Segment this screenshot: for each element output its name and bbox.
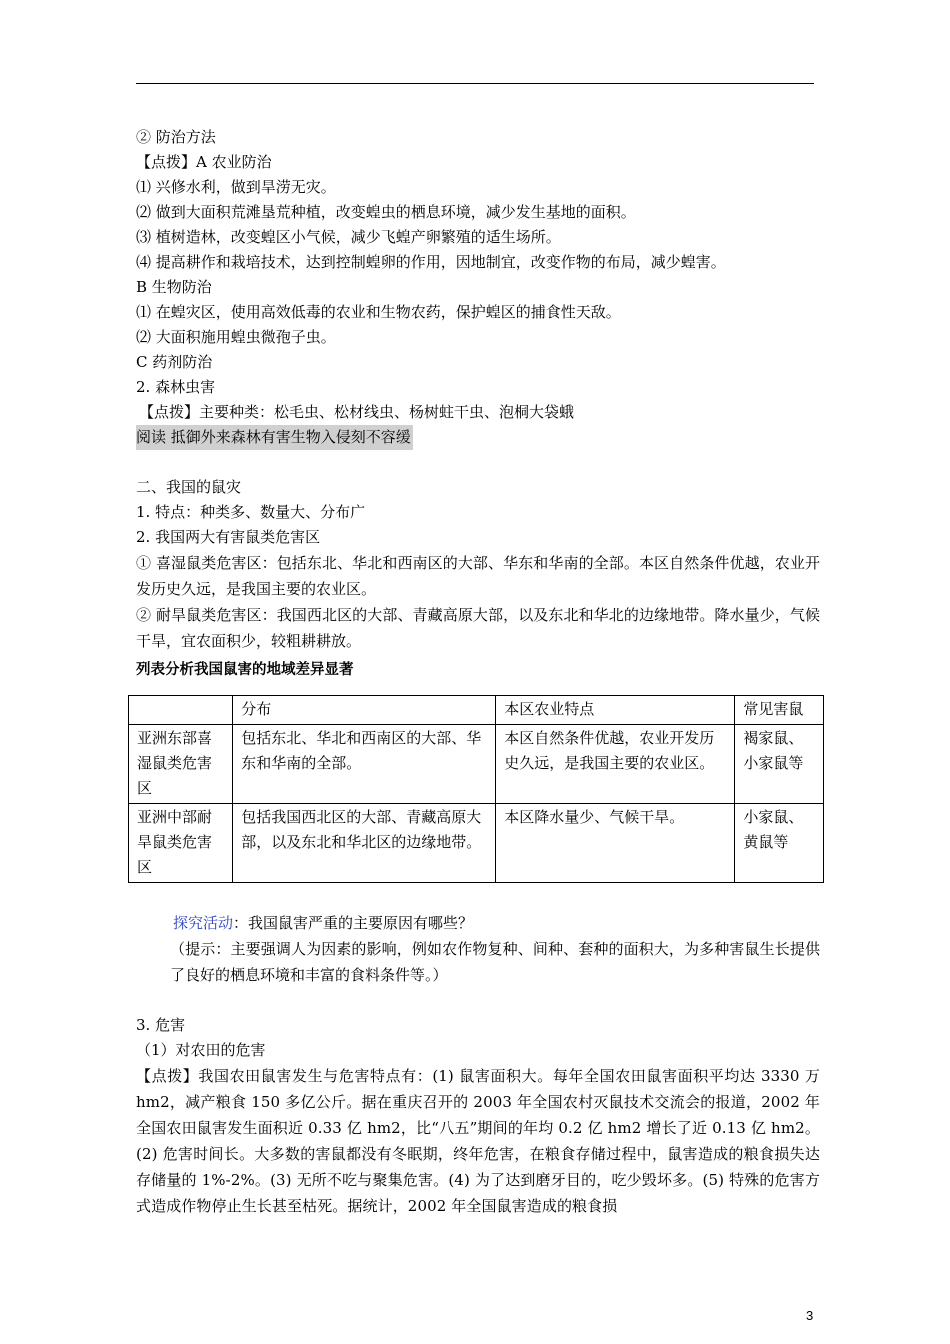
table-cell: 小家鼠、黄鼠等 bbox=[735, 804, 824, 883]
paragraph-humid-zone: ① 喜湿鼠类危害区：包括东北、华北和西南区的大部、华东和华南的全部。本区自然条件优越，农业开发历史久远，是我国主要的农业区。 bbox=[136, 554, 820, 598]
table-header-cell: 本区农业特点 bbox=[496, 696, 735, 725]
line-control-methods: ② 防治方法 bbox=[136, 128, 216, 146]
explore-question: ：我国鼠害严重的主要原因有哪些？ bbox=[233, 914, 474, 932]
table-header-cell bbox=[129, 696, 233, 725]
line-forest-hint: 【点拨】主要种类：松毛虫、松材线虫、杨树蛀干虫、泡桐大袋蛾 bbox=[139, 403, 575, 421]
line-item: ⑶ 植树造林，改变蝗区小气候，减少飞蝗产卵繁殖的适生场所。 bbox=[136, 228, 561, 246]
document-body bbox=[136, 125, 820, 1219]
line-features: 1. 特点：种类多、数量大、分布广 bbox=[136, 503, 366, 521]
explore-activity bbox=[136, 911, 820, 936]
reading-highlight: 阅读 抵御外来森林有害生物入侵刻不容缓 bbox=[136, 425, 413, 450]
line-item: ⑷ 提高耕作和栽培技术，达到控制蝗卵的作用，因地制宜，改变作物的布局，减少蝗害。 bbox=[136, 253, 726, 271]
table-cell: 亚洲东部喜湿鼠类危害区 bbox=[129, 725, 233, 804]
section-3-title: 3. 危害 bbox=[136, 1016, 186, 1034]
table-row bbox=[129, 725, 824, 804]
paragraph-arid-zone: ② 耐旱鼠类危害区：我国西北区的大部、青藏高原大部，以及东北和华北的边缘地带。降水量少，气候干旱，宜农面积少，较粗耕耕放。 bbox=[136, 606, 820, 650]
table-title: 列表分析我国鼠害的地域差异显著 bbox=[136, 662, 354, 678]
line-item: ⑴ 在蝗灾区，使用高效低毒的农业和生物农药，保护蝗区的捕食性天敌。 bbox=[136, 303, 621, 321]
explore-hint: （提示：主要强调人为因素的影响，例如农作物复种、间种、套种的面积大，为多种害鼠生长提供了良好的栖息环境和丰富的食料条件等。） bbox=[170, 940, 820, 984]
table-cell: 本区自然条件优越，农业开发历史久远，是我国主要的农业区。 bbox=[496, 725, 735, 804]
farmland-damage-paragraph: 【点拨】我国农田鼠害发生与危害特点有：(1) 鼠害面积大。每年全国农田鼠害面积平均达 3330 万 hm2，减产粮食 150 多亿公斤。据在重庆召开的 2003 年全国农村灭鼠技术交流会的报道，2002 年全国农田鼠害发生面积近 0.33 亿 hm2，比“八五”期间的年均 0.2 亿 hm2 增长了近 0.13 亿 hm2。(2) 危害时间长。大多数的害鼠都没有冬眠期，终年危害，在粮食存储过程中，鼠害造成的粮食损失达存储量的 1%-2%。(3) 无所不吃与聚集危害。(4) 为了达到磨牙目的，吃少毁坏多。(5) 特殊的危害方式造成作物停止生长甚至枯死。据统计，2002 年全国鼠害造成的粮食损 bbox=[136, 1067, 820, 1215]
line-item: ⑴ 兴修水利，做到旱涝无灾。 bbox=[136, 178, 336, 196]
line-bio-control: B 生物防治 bbox=[136, 278, 212, 296]
line-zones: 2. 我国两大有害鼠类危害区 bbox=[136, 528, 321, 546]
table-cell: 包括东北、华北和西南区的大部、华东和华南的全部。 bbox=[233, 725, 496, 804]
table-header-row bbox=[129, 696, 824, 725]
line-item: ⑵ 大面积施用蝗虫微孢子虫。 bbox=[136, 328, 336, 346]
line-forest-pests: 2. 森林虫害 bbox=[136, 378, 216, 396]
table-cell: 亚洲中部耐旱鼠类危害区 bbox=[129, 804, 233, 883]
table-cell: 本区降水量少、气候干旱。 bbox=[496, 804, 735, 883]
table-cell: 包括我国西北区的大部、青藏高原大部，以及东北和华北区的边缘地带。 bbox=[233, 804, 496, 883]
section-3-subtitle: （1）对农田的危害 bbox=[136, 1041, 266, 1059]
line-agri-control: 【点拨】A 农业防治 bbox=[136, 153, 272, 171]
line-chem-control: C 药剂防治 bbox=[136, 353, 213, 371]
rodent-zone-table bbox=[128, 695, 824, 883]
section-heading: 二、我国的鼠灾 bbox=[136, 478, 242, 496]
page-number: 3 bbox=[806, 1308, 814, 1323]
line-item: ⑵ 做到大面积荒滩垦荒种植，改变蝗虫的栖息环境，减少发生基地的面积。 bbox=[136, 203, 636, 221]
table-cell: 褐家鼠、小家鼠等 bbox=[735, 725, 824, 804]
table-header-cell: 分布 bbox=[233, 696, 496, 725]
explore-label: 探究活动 bbox=[173, 914, 234, 932]
table-row bbox=[129, 804, 824, 883]
header-rule bbox=[136, 83, 814, 84]
table-header-cell: 常见害鼠 bbox=[735, 696, 824, 725]
